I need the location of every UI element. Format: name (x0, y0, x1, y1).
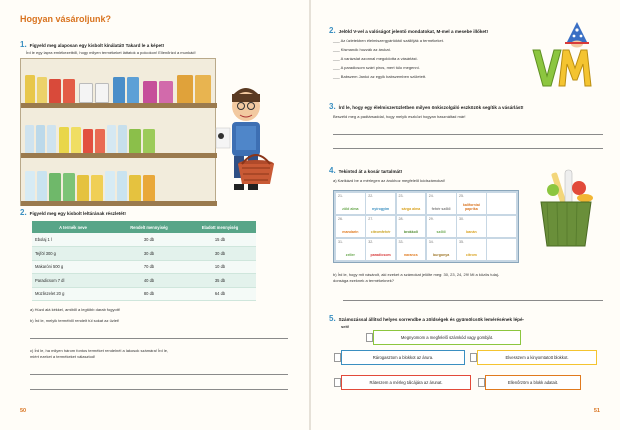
section-1-title: Figyeld meg alaposan egy kisbolt kínálatát! Takard le a képet! (29, 43, 165, 48)
product-name-cell: Makaróni 500 g (32, 260, 114, 274)
statement-item (333, 38, 444, 43)
shelf-product (105, 171, 115, 201)
section-r5-heading (329, 314, 524, 323)
shelf-product (49, 173, 61, 201)
shelf-product (37, 171, 47, 201)
product-name-cell: Tejföl 300 g (32, 247, 114, 261)
code-cell[interactable]: 25. kaliforniai paprika (457, 193, 486, 214)
page-number: 51 (593, 408, 600, 414)
statement-item (333, 65, 420, 70)
step-text: Rárogasztom a blokkot az árura. (372, 355, 434, 360)
section-r3-instruction: Beszéld meg a padtársaddal, hogy melyik eszközt hogyan használtad már! (333, 114, 466, 119)
shelf-product (63, 173, 75, 201)
step-box[interactable] (373, 330, 521, 345)
sold-quantity-cell: 10 db (184, 260, 256, 274)
ordered-quantity-cell: 80 db (114, 287, 184, 301)
answer-line[interactable] (30, 389, 288, 390)
shelf-product (77, 175, 89, 201)
shelf-product (25, 171, 35, 201)
column-header: A termék neve (32, 221, 114, 233)
shelf-product (49, 79, 61, 103)
shelf-product (25, 75, 35, 103)
section-r5-title: Számozással állítsd helyes sorrendbe a zöldségek és gyümölcsök lemérésének lépé- (338, 317, 525, 322)
answer-line[interactable] (333, 134, 603, 135)
product-name-cell: Paradicsom 7 dl (32, 274, 114, 288)
step-box[interactable] (485, 375, 581, 390)
question-4b-line-2: donsága ezeknek a termékeknek? (333, 278, 394, 283)
ordered-quantity-cell: 30 db (114, 233, 184, 247)
scale-code-grid (333, 190, 519, 263)
section-2-title: Figyeld meg egy kisbolt leltárának részletét! (29, 211, 126, 216)
code-cell[interactable]: 33. narancs (397, 239, 426, 260)
code-cell[interactable]: 29. szőlő (427, 216, 456, 237)
column-header: Rendelt mennyiség (114, 221, 184, 233)
section-r4-title: Tekintsd át a kosár tartalmát! (338, 169, 403, 174)
answer-line[interactable] (343, 300, 603, 301)
code-cell (487, 193, 516, 214)
page-number: 50 (20, 408, 27, 414)
blank-field[interactable]: ___ (333, 38, 341, 43)
page-title: Hogyan vásároljunk? (20, 14, 112, 24)
table-row (32, 247, 256, 261)
section-r2-number: 2. (329, 26, 336, 35)
code-cell[interactable]: 32. paradicsom (366, 239, 395, 260)
sold-quantity-cell: 30 db (184, 247, 256, 261)
section-r5-title-continued: seit! (341, 324, 350, 329)
shelf-product (129, 175, 141, 201)
code-cell[interactable]: 23. sárga alma (397, 193, 426, 214)
shelf-product (143, 175, 155, 201)
statement-text: Az üzletekben élelmiszergyártóktól szállítják a termékeket. (340, 38, 444, 43)
section-1-instruction: Írd le egy lapra emlékezetből, hogy milyen termékeket láttatok a polcokon! Ellenőrizd a munkád! (26, 50, 196, 55)
grocery-bag-illustration (527, 168, 603, 248)
answer-line[interactable] (30, 338, 288, 339)
shelf-product (159, 81, 173, 103)
shelf-product (195, 75, 211, 103)
shelf-board (21, 153, 217, 158)
shelf-product (79, 83, 93, 103)
step-text: Megnyomom a megfelelő számkód vagy gombját. (400, 335, 494, 340)
section-r4-heading (329, 166, 402, 175)
statement-text: A varázslat azonnal megoldotta a vásárlást. (340, 56, 418, 61)
statement-text: Babszem Jankó az egyik babszemben született. (340, 74, 427, 79)
shelf-product (36, 125, 45, 153)
code-cell[interactable]: 22. nyírogyim (366, 193, 395, 214)
v-m-letters-illustration (529, 20, 601, 92)
answer-line[interactable] (333, 148, 603, 149)
shelf-product (107, 125, 116, 153)
section-r4-number: 4. (329, 166, 336, 175)
shelf-product (25, 125, 34, 153)
answer-line[interactable] (30, 374, 288, 375)
order-number-box[interactable] (366, 333, 373, 342)
shelf-product (83, 129, 93, 153)
section-r2-title: Jelöld V-vel a valóságot jelentő mondatokat, M-mel a mesebe illőket! (338, 29, 489, 34)
step-box[interactable] (341, 375, 471, 390)
code-cell[interactable]: 31. zeller (336, 239, 365, 260)
question-2c-line-1: c) Írd le, ha milyen három fontos terméket rendelnél a lakosok számára! Írd le, (30, 348, 169, 353)
blank-field[interactable]: ___ (333, 47, 341, 52)
shelf-product (143, 81, 157, 103)
step-text: Elvesszem a kinyomtatott blokkot. (505, 355, 569, 360)
code-cell (487, 216, 516, 237)
ordered-quantity-cell: 30 db (114, 247, 184, 261)
statement-item (333, 56, 418, 61)
step-box[interactable] (341, 350, 465, 365)
question-2a: a) Húzd alá kékkel, amiből a legtöbb darab fogyott! (30, 307, 121, 312)
section-1-number: 1. (20, 40, 27, 49)
shelf-product (113, 77, 125, 103)
step-text: Ráteszem a mérleg tálcájára az árunat. (369, 380, 443, 385)
table-row (32, 233, 256, 247)
order-number-box[interactable] (334, 353, 341, 362)
section-r3-number: 3. (329, 102, 336, 111)
table-row (32, 274, 256, 288)
section-r3-title: Írd le, hogy egy élelmiszerüzletben milyen önkiszolgáló eszközök segítik a vásárlást! (338, 105, 524, 110)
left-page (0, 0, 309, 430)
section-r5-number: 5. (329, 314, 336, 323)
code-cell[interactable]: 28. brokkoli (397, 216, 426, 237)
ordered-quantity-cell: 70 db (114, 260, 184, 274)
step-box[interactable] (477, 350, 597, 365)
table-header-row (32, 221, 256, 233)
blank-field[interactable]: ___ (333, 65, 341, 70)
shelf-product (95, 129, 105, 153)
code-cell[interactable]: 34. burgonya (427, 239, 456, 260)
right-page (311, 0, 620, 430)
shelf-product (117, 171, 127, 201)
shelf-product (129, 129, 141, 153)
step-text: Ellenőrzöm a blokk adatait. (507, 380, 559, 385)
statement-text: A paradicsom szárt piros, mert túlo megenni. (340, 65, 420, 70)
statement-text: Kismanók hozzák az árukat. (340, 47, 391, 52)
section-2-number: 2. (20, 208, 27, 217)
shelf-product (63, 79, 75, 103)
product-name-cell: Müzliszelet 20 g (32, 287, 114, 301)
table-row (32, 260, 256, 274)
table-row (32, 287, 256, 301)
sold-quantity-cell: 15 db (184, 233, 256, 247)
product-name-cell: Ebolaj 1 l (32, 233, 114, 247)
code-cell[interactable]: 27. citromfehér (366, 216, 395, 237)
code-cell[interactable]: 35. citrom (457, 239, 486, 260)
shelf-product (127, 77, 139, 103)
shelf-product (59, 127, 69, 153)
section-r3-heading (329, 102, 524, 111)
question-2b: b) Írd le, melyik terméből rendelt túl sokat az üzlet! (30, 318, 120, 323)
shelf-product (37, 77, 47, 103)
shelf-product (71, 127, 81, 153)
code-cell[interactable]: 30. banán (457, 216, 486, 237)
code-cell (487, 239, 516, 260)
order-number-box[interactable] (470, 353, 477, 362)
column-header: Eladott mennyiség (184, 221, 256, 233)
question-2c-line-2: miért ezeket a termékeket választod! (30, 354, 96, 359)
blank-field[interactable]: ___ (333, 74, 341, 79)
ordered-quantity-cell: 40 db (114, 274, 184, 288)
store-shelf-illustration (20, 58, 216, 206)
shelf-board (21, 103, 217, 108)
shelf-product (118, 125, 127, 153)
order-number-box[interactable] (334, 378, 341, 387)
statement-item (333, 74, 426, 79)
shelf-product (95, 83, 109, 103)
question-4b-line-1: b) Írd le, hogy mit vásárolt, aki ezeket a számokat jelölte meg: 30, 23, 24, 29! Mi a közös tulaj- (333, 272, 500, 277)
section-1-heading (20, 40, 164, 49)
sold-quantity-cell: 35 db (184, 274, 256, 288)
question-4a: a) Karikázd be a mérlegen az árukhoz megfelelő kódszámokat! (333, 178, 445, 183)
code-cell[interactable]: 24. fehér szőlő (427, 193, 456, 214)
code-cell[interactable]: 26. mandarin (336, 216, 365, 237)
section-2-heading (20, 208, 126, 217)
section-r2-heading (329, 26, 488, 35)
statement-item (333, 47, 391, 52)
shelf-product (177, 75, 193, 103)
inventory-table (32, 221, 256, 301)
shelf-product (143, 129, 155, 153)
shelf-board (21, 201, 217, 206)
child-with-basket-illustration (212, 84, 278, 204)
code-cell[interactable]: 21. zöld alma (336, 193, 365, 214)
shelf-product (91, 175, 103, 201)
order-number-box[interactable] (478, 378, 485, 387)
blank-field[interactable]: ___ (333, 56, 341, 61)
shelf-product (47, 125, 56, 153)
sold-quantity-cell: 64 db (184, 287, 256, 301)
